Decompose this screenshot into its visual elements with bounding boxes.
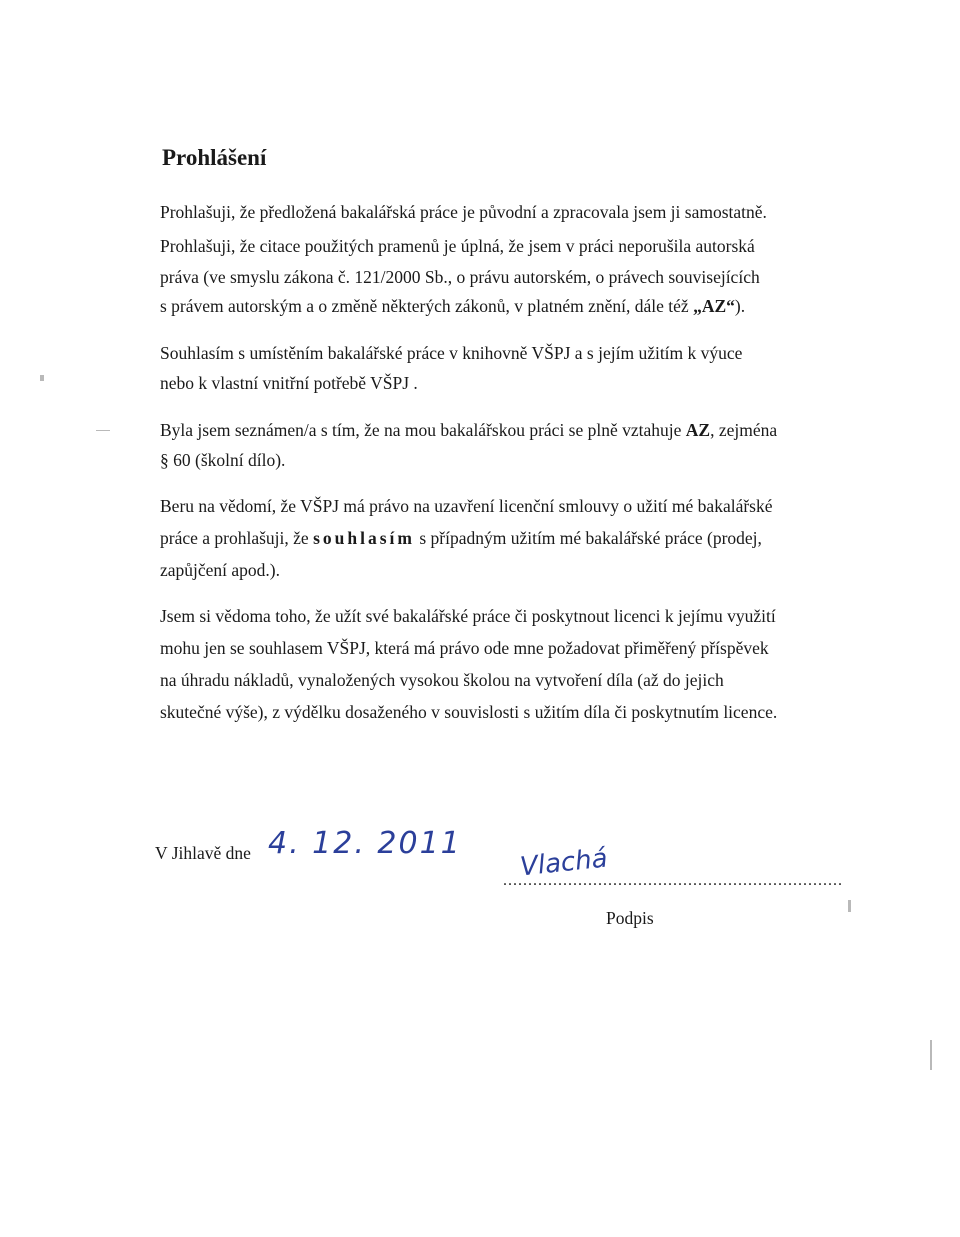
- body-line: nebo k vlastní vnitřní potřebě VŠPJ .: [160, 373, 418, 393]
- body-line: mohu jen se souhlasem VŠPJ, která má právo ode mne požadovat přiměřený příspěvek: [160, 638, 769, 658]
- body-text: Byla jsem seznámen/a s tím, že na mou bakalářskou práci se plně vztahuje: [160, 420, 686, 440]
- body-line: [160, 420, 777, 441]
- body-line: Prohlašuji, že citace použitých pramenů je úplná, že jsem v práci neporušila autorská: [160, 236, 755, 256]
- body-line: práva (ve smyslu zákona č. 121/2000 Sb., o právu autorském, o právech souvisejících: [160, 267, 760, 287]
- body-line: Souhlasím s umístěním bakalářské práce v knihovně VŠPJ a s jejím užitím k výuce: [160, 343, 743, 363]
- body-text: s právem autorským a o změně některých zákonů, v platném znění, dále též: [160, 296, 694, 316]
- body-line: [160, 296, 745, 317]
- body-text: , zejména: [710, 420, 778, 440]
- handwritten-signature: Vlachá: [518, 843, 609, 883]
- body-text: práce a prohlašuji, že: [160, 528, 314, 548]
- document-title: Prohlášení: [162, 145, 267, 170]
- scan-speck: [930, 1040, 932, 1070]
- signature-label: Podpis: [606, 908, 654, 928]
- body-line: zapůjčení apod.).: [160, 560, 281, 580]
- body-text: s případným užitím mé bakalářské práce (prodej,: [414, 528, 762, 548]
- az-abbrev: AZ: [685, 420, 711, 440]
- body-line: § 60 (školní dílo).: [160, 450, 286, 470]
- souhlasim-emphasis: souhlasím: [313, 528, 415, 548]
- scan-speck: [40, 375, 44, 381]
- signature-line: ....................................................................: [503, 872, 843, 889]
- body-line: skutečné výše), z výdělku dosaženého v souvislosti s užitím díla či poskytnutím licence.: [160, 702, 778, 722]
- scan-speck: [848, 900, 851, 912]
- az-abbrev: „AZ“: [693, 296, 735, 316]
- place-date-label: V Jihlavě dne: [155, 843, 251, 863]
- body-line: Prohlašuji, že předložená bakalářská práce je původní a zpracovala jsem ji samostatně.: [160, 202, 767, 222]
- body-line: na úhradu nákladů, vynaložených vysokou školou na vytvoření díla (až do jejich: [160, 670, 724, 690]
- body-text: ).: [734, 296, 746, 316]
- body-line: Beru na vědomí, že VŠPJ má právo na uzavření licenční smlouvy o užití mé bakalářské: [160, 496, 773, 516]
- scan-speck: [96, 430, 110, 431]
- body-line: Jsem si vědoma toho, že užít své bakalářské práce či poskytnout licenci k jejímu využití: [160, 606, 776, 626]
- body-line: [160, 528, 762, 549]
- handwritten-date: 4. 12. 2011: [268, 826, 462, 861]
